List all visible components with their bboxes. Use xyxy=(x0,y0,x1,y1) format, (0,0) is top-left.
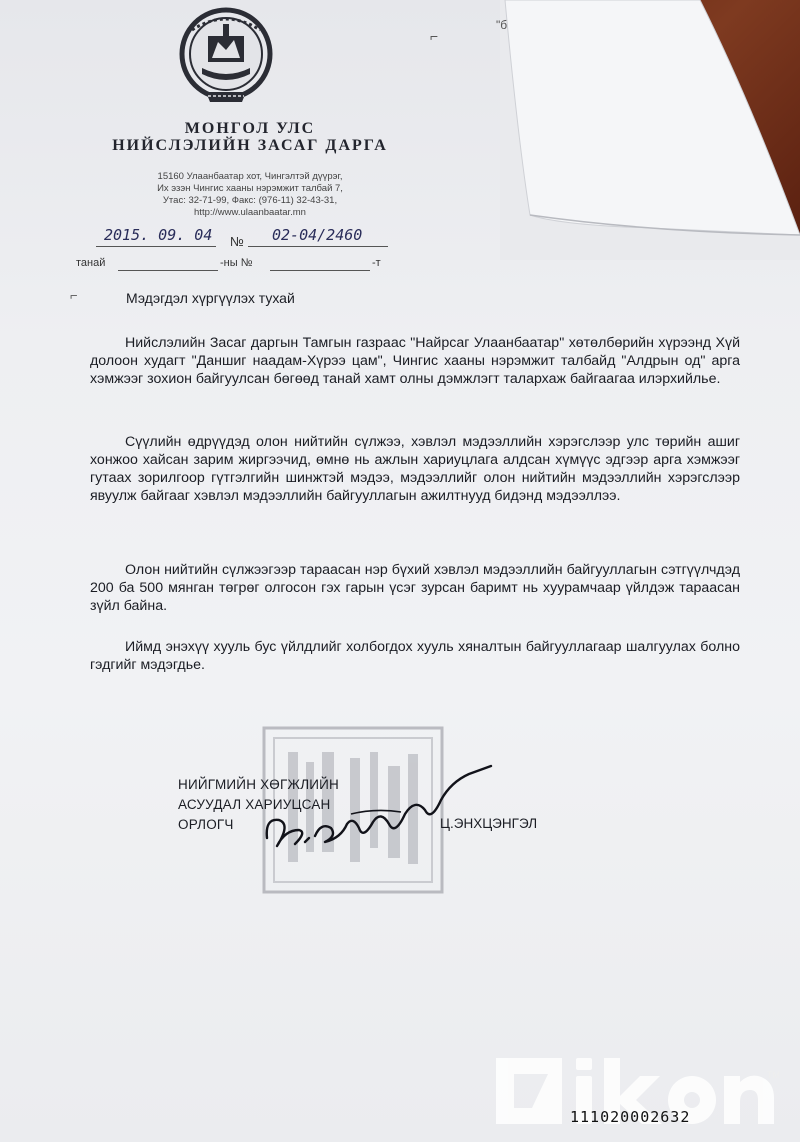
signatory-title-line-2: АСУУДАЛ ХАРИУЦСАН xyxy=(178,797,331,812)
paragraph-3: Олон нийтийн сүлжээгээр тараасан нэр бүхий хэвлэл мэдээллийн байгууллагын сэтгүүлчдэд 200 ба 500 мянган төгрөг олгосон гэх гарын үсэг зурсан баримт нь хуурамчаар үйлдэж тараасан зүйл байна. xyxy=(90,562,740,614)
subject-corner-mark: ⌐ xyxy=(70,288,78,303)
corner-mark: "б xyxy=(496,18,508,32)
serial-number: 111020002632 xyxy=(570,1108,691,1126)
paragraph-1: Нийслэлийн Засаг даргын Тамгын газраас "Найрсаг Улаанбаатар" хөтөлбөрийн хүрээнд Хүй долоон худагт "Даншиг наадам-Хүрээ цам", Чингис хааны нэрэмжит талбайд "Алдрын од" арга хэмжээг зохион байгуулсан бөгөөд танай хамт олны дэмжлэгт талархаж байгаагаа илэрхийлье. xyxy=(90,335,740,387)
paragraph-2: Сүүлийн өдрүүдэд олон нийтийн сүлжээ, хэвлэл мэдээллийн хэрэгслээр улс төрийн ашиг хонжоо хайсан зарим жиргээчид, өмнө нь ажлын хариуцлага алдсан хүмүүс эдгээр арга хэмжээг гутаах зорилгоор гүтгэлгийн шинжтэй мэдээ, мэдээллийг олон нийтийн мэдээллийн хэрэгслээр явуулж байгааг хэвлэл мэдээллийн байгууллагын ажилтнууд бидэнд мэдээллээ. xyxy=(90,434,740,504)
state-emblem-icon xyxy=(178,6,274,110)
letter-subject: Мэдэгдэл хүргүүлэх тухай xyxy=(126,290,295,306)
letter-number: 02-04/2460 xyxy=(272,226,363,244)
address-line-2: Их эзэн Чингис хааны нэрэмжит талбай 7, xyxy=(157,183,343,194)
folded-page-corner xyxy=(500,0,800,260)
org-office: НИЙСЛЭЛИЙН ЗАСАГ ДАРГА xyxy=(112,137,388,154)
date-underline xyxy=(96,246,216,247)
number-underline xyxy=(248,246,388,247)
fold-mark: ⌐ xyxy=(430,28,439,44)
address-line-3: Утас: 32-71-99, Факс: (976-11) 32-43-31, xyxy=(162,195,338,206)
ref-number-line xyxy=(270,270,370,271)
website: http://www.ulaanbaatar.mn xyxy=(194,207,306,218)
letter-date: 2015. 09. 04 xyxy=(104,226,213,244)
ref-prefix: танай xyxy=(76,257,106,269)
signatory-name: Ц.ЭНХЦЭНГЭЛ xyxy=(440,816,538,831)
paragraph-4: Иймд энэхүү хууль бус үйлдлийг холбогдох хууль хяналтын байгууллагаар шалгуулах болно гэдгийг мэдэгдье. xyxy=(90,639,740,673)
address-line-1: 15160 Улаанбаатар хот, Чингэлтэй дүүрэг, xyxy=(157,171,343,182)
ref-date-line xyxy=(118,270,218,271)
org-country: МОНГОЛ УЛС xyxy=(184,120,316,137)
handwritten-signature xyxy=(255,752,505,862)
signatory-title-line-1: НИЙГМИЙН ХӨГЖЛИЙН xyxy=(178,777,340,792)
ref-suffix: -т xyxy=(372,257,381,269)
trademark-mark: TM xyxy=(767,1070,780,1080)
signatory-title-line-3: ОРЛОГЧ xyxy=(178,817,234,832)
ref-middle: -ны № xyxy=(220,257,253,269)
number-label: № xyxy=(230,234,244,249)
